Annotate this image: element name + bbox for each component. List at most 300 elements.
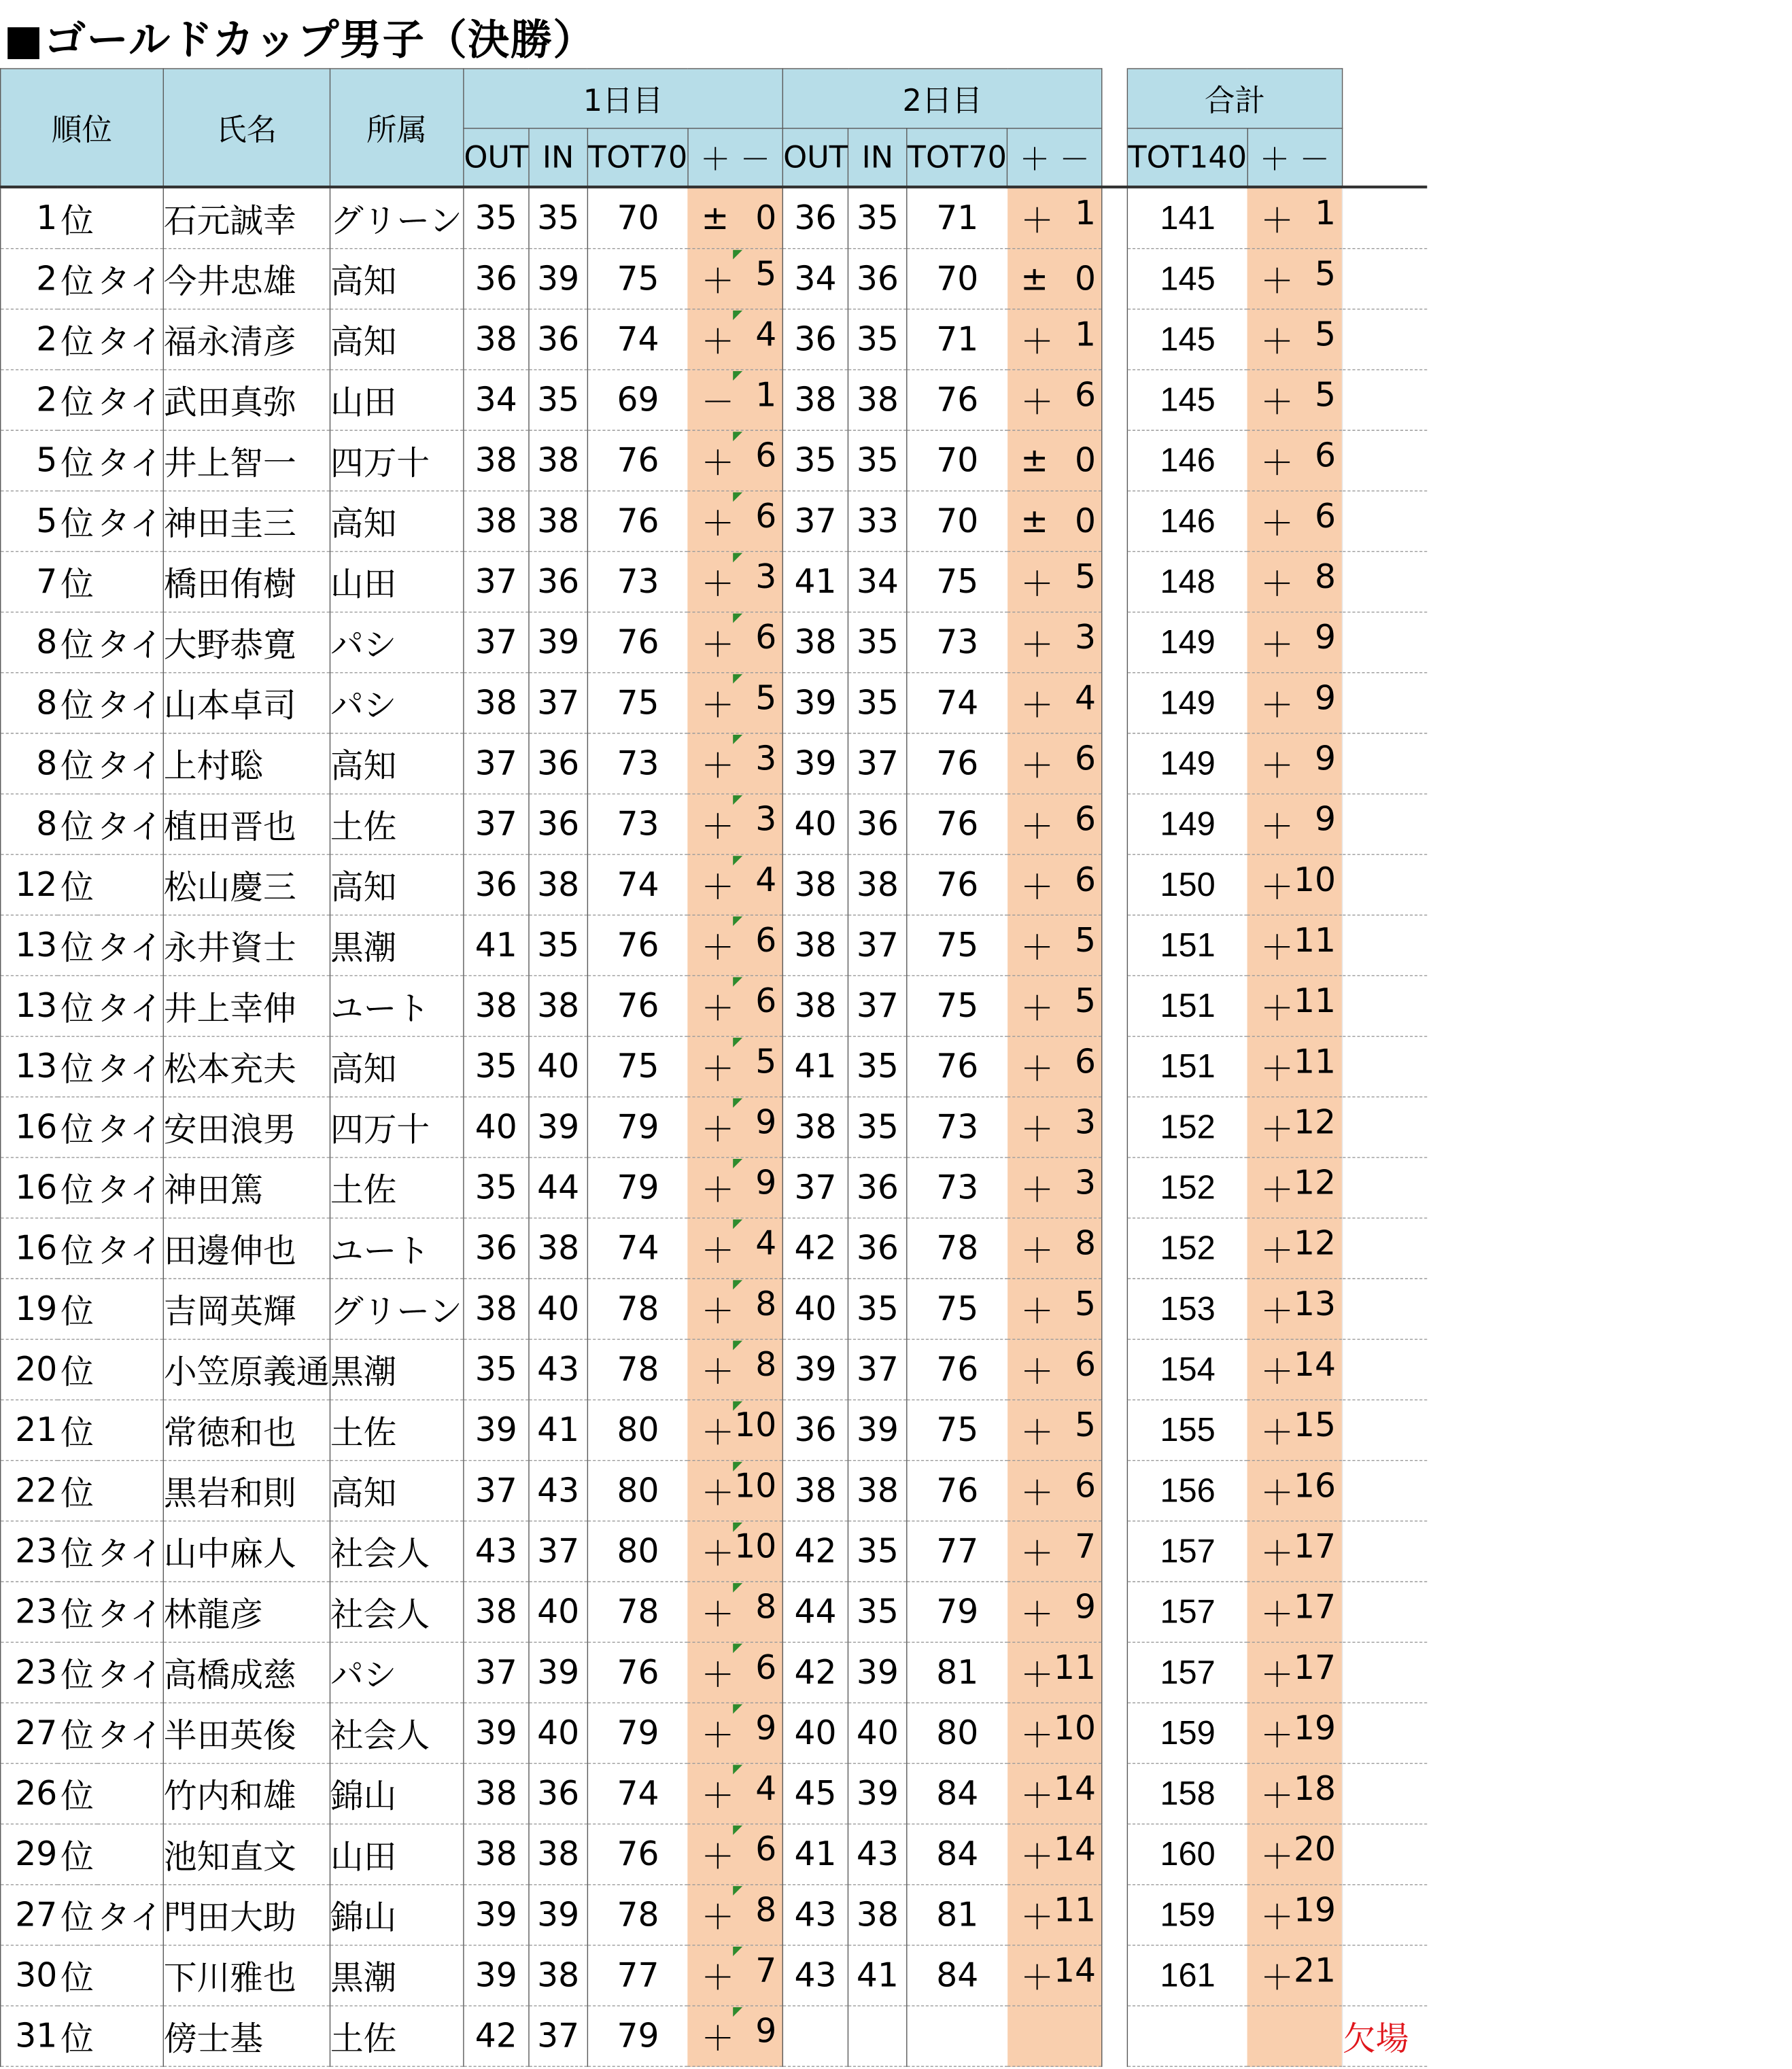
rank-number[interactable]: 8 — [1, 794, 58, 854]
rank-number[interactable]: 13 — [1, 1037, 58, 1097]
d2-in[interactable]: 39 — [848, 1400, 907, 1461]
rank-number[interactable]: 23 — [1, 1582, 58, 1642]
d2-out[interactable]: 37 — [782, 1158, 848, 1218]
d1-out[interactable]: 39 — [464, 1703, 529, 1763]
player-name[interactable]: 神田圭三 — [163, 491, 330, 551]
d2-out[interactable]: 38 — [782, 915, 848, 975]
d1-diff[interactable] — [688, 1037, 782, 1097]
absence-note[interactable] — [1342, 491, 1427, 551]
rank-suffix[interactable]: 位 — [57, 975, 97, 1036]
d1-in[interactable]: 38 — [529, 430, 587, 491]
player-name[interactable]: 田邊伸也 — [163, 1218, 330, 1279]
rank-suffix[interactable]: 位 — [57, 430, 97, 491]
player-club[interactable]: 山田 — [330, 1824, 463, 1885]
absence-note[interactable] — [1342, 1400, 1427, 1461]
total-diff[interactable] — [1247, 1945, 1342, 2006]
d1-diff[interactable] — [688, 1339, 782, 1399]
player-club[interactable]: 高知 — [330, 854, 463, 915]
absence-note[interactable] — [1342, 1703, 1427, 1763]
d2-tot[interactable]: 76 — [907, 370, 1007, 430]
d1-out[interactable]: 37 — [464, 612, 529, 673]
d1-diff[interactable] — [688, 1703, 782, 1763]
d1-diff[interactable] — [688, 1400, 782, 1461]
player-name[interactable]: 池知直文 — [163, 1824, 330, 1885]
player-name[interactable]: 石元誠幸 — [163, 187, 330, 249]
absence-note[interactable] — [1342, 249, 1427, 309]
tie-label[interactable] — [97, 2006, 163, 2066]
player-name[interactable]: 上村聡 — [163, 733, 330, 794]
d2-in[interactable]: 37 — [848, 975, 907, 1036]
rank-suffix[interactable]: 位 — [57, 1945, 97, 2006]
total-score[interactable]: 160 — [1128, 1824, 1247, 1885]
absence-note[interactable] — [1342, 1279, 1427, 1339]
tie-label[interactable]: タイ — [97, 1582, 163, 1642]
d1-tot[interactable]: 73 — [587, 551, 688, 612]
d2-diff[interactable] — [1007, 2006, 1102, 2066]
d1-tot[interactable]: 75 — [587, 1037, 688, 1097]
d2-in[interactable]: 36 — [848, 249, 907, 309]
tie-label[interactable] — [97, 1945, 163, 2006]
tie-label[interactable]: タイ — [97, 491, 163, 551]
total-score[interactable]: 152 — [1128, 1097, 1247, 1158]
d2-out[interactable]: 43 — [782, 1885, 848, 1945]
tie-label[interactable]: タイ — [97, 1097, 163, 1158]
d2-tot[interactable]: 75 — [907, 1400, 1007, 1461]
d2-diff[interactable] — [1007, 915, 1102, 975]
player-club[interactable]: 黒潮 — [330, 1339, 463, 1399]
player-name[interactable]: 福永清彦 — [163, 309, 330, 370]
d2-diff[interactable] — [1007, 1642, 1102, 1703]
rank-suffix[interactable]: 位 — [57, 612, 97, 673]
d2-diff[interactable] — [1007, 1400, 1102, 1461]
player-name[interactable]: 下川雅也 — [163, 1945, 330, 2006]
header-total-pm[interactable]: ＋ － — [1247, 128, 1342, 187]
d1-in[interactable]: 38 — [529, 1945, 587, 2006]
player-club[interactable]: 土佐 — [330, 1400, 463, 1461]
tie-label[interactable] — [97, 1461, 163, 1521]
d2-diff[interactable] — [1007, 430, 1102, 491]
total-diff[interactable] — [1247, 1703, 1342, 1763]
absence-note[interactable] — [1342, 1339, 1427, 1399]
d1-tot[interactable]: 80 — [587, 1521, 688, 1582]
d2-out[interactable]: 36 — [782, 309, 848, 370]
d2-diff[interactable] — [1007, 1097, 1102, 1158]
absence-note[interactable] — [1342, 794, 1427, 854]
tie-label[interactable]: タイ — [97, 794, 163, 854]
total-score[interactable]: 149 — [1128, 733, 1247, 794]
d1-diff[interactable] — [688, 1097, 782, 1158]
player-name[interactable]: 武田真弥 — [163, 370, 330, 430]
tie-label[interactable] — [97, 1279, 163, 1339]
total-diff[interactable] — [1247, 915, 1342, 975]
d2-tot[interactable]: 80 — [907, 1703, 1007, 1763]
d2-out[interactable]: 40 — [782, 1279, 848, 1339]
total-diff[interactable] — [1247, 430, 1342, 491]
total-diff[interactable] — [1247, 491, 1342, 551]
tie-label[interactable]: タイ — [97, 1703, 163, 1763]
absence-note[interactable] — [1342, 733, 1427, 794]
d2-tot[interactable]: 81 — [907, 1642, 1007, 1703]
absence-note[interactable] — [1342, 370, 1427, 430]
player-name[interactable]: 松本充夫 — [163, 1037, 330, 1097]
d2-diff[interactable] — [1007, 1279, 1102, 1339]
rank-number[interactable]: 16 — [1, 1218, 58, 1279]
d2-in[interactable]: 36 — [848, 1218, 907, 1279]
player-name[interactable]: 井上智一 — [163, 430, 330, 491]
total-score[interactable]: 141 — [1128, 187, 1247, 249]
player-club[interactable]: グリーン — [330, 187, 463, 249]
rank-suffix[interactable]: 位 — [57, 673, 97, 733]
d2-tot[interactable]: 73 — [907, 612, 1007, 673]
d1-diff[interactable] — [688, 370, 782, 430]
player-club[interactable]: 錦山 — [330, 1763, 463, 1824]
player-name[interactable]: 橋田侑樹 — [163, 551, 330, 612]
d2-in[interactable]: 35 — [848, 1097, 907, 1158]
player-name[interactable]: 小笠原義通 — [163, 1339, 330, 1399]
d1-diff[interactable] — [688, 1521, 782, 1582]
d1-in[interactable]: 37 — [529, 1521, 587, 1582]
tie-label[interactable] — [97, 1400, 163, 1461]
d2-diff[interactable] — [1007, 975, 1102, 1036]
d1-diff[interactable] — [688, 491, 782, 551]
player-club[interactable]: 高知 — [330, 309, 463, 370]
player-club[interactable]: 四万十 — [330, 1097, 463, 1158]
player-name[interactable]: 吉岡英輝 — [163, 1279, 330, 1339]
d1-out[interactable]: 38 — [464, 1582, 529, 1642]
d1-diff[interactable] — [688, 1824, 782, 1885]
d1-tot[interactable]: 74 — [587, 854, 688, 915]
d1-out[interactable]: 39 — [464, 1945, 529, 2006]
tie-label[interactable]: タイ — [97, 1521, 163, 1582]
total-diff[interactable] — [1247, 1158, 1342, 1218]
rank-number[interactable]: 29 — [1, 1824, 58, 1885]
d1-in[interactable]: 40 — [529, 1037, 587, 1097]
d2-diff[interactable] — [1007, 1763, 1102, 1824]
d2-tot[interactable]: 71 — [907, 309, 1007, 370]
total-diff[interactable] — [1247, 1400, 1342, 1461]
total-diff[interactable] — [1247, 1097, 1342, 1158]
d1-tot[interactable]: 79 — [587, 1703, 688, 1763]
d1-tot[interactable]: 74 — [587, 1218, 688, 1279]
player-club[interactable]: 黒潮 — [330, 1945, 463, 2006]
header-affiliation[interactable]: 所属 — [330, 69, 463, 187]
d1-tot[interactable]: 75 — [587, 249, 688, 309]
player-name[interactable]: 傍士基 — [163, 2006, 330, 2066]
player-club[interactable]: 高知 — [330, 1037, 463, 1097]
d2-tot[interactable]: 73 — [907, 1097, 1007, 1158]
tie-label[interactable]: タイ — [97, 249, 163, 309]
d1-diff[interactable] — [688, 794, 782, 854]
d2-tot[interactable]: 76 — [907, 1037, 1007, 1097]
absence-note[interactable]: 欠場 — [1342, 2006, 1427, 2066]
tie-label[interactable] — [97, 187, 163, 249]
d2-out[interactable]: 44 — [782, 1582, 848, 1642]
absence-note[interactable] — [1342, 551, 1427, 612]
d1-tot[interactable]: 69 — [587, 370, 688, 430]
rank-suffix[interactable]: 位 — [57, 915, 97, 975]
d1-in[interactable]: 44 — [529, 1158, 587, 1218]
d1-diff[interactable] — [688, 1279, 782, 1339]
d1-diff[interactable] — [688, 249, 782, 309]
d2-in[interactable]: 38 — [848, 1461, 907, 1521]
d2-tot[interactable]: 76 — [907, 733, 1007, 794]
tie-label[interactable] — [97, 1763, 163, 1824]
total-score[interactable]: 146 — [1128, 491, 1247, 551]
tie-label[interactable]: タイ — [97, 309, 163, 370]
player-club[interactable]: 社会人 — [330, 1521, 463, 1582]
d1-in[interactable]: 36 — [529, 1763, 587, 1824]
d2-out[interactable]: 42 — [782, 1642, 848, 1703]
player-name[interactable]: 半田英俊 — [163, 1703, 330, 1763]
d1-in[interactable]: 41 — [529, 1400, 587, 1461]
rank-number[interactable]: 22 — [1, 1461, 58, 1521]
rank-suffix[interactable]: 位 — [57, 551, 97, 612]
tie-label[interactable]: タイ — [97, 915, 163, 975]
player-name[interactable]: 松山慶三 — [163, 854, 330, 915]
d1-out[interactable]: 36 — [464, 854, 529, 915]
d1-in[interactable]: 40 — [529, 1279, 587, 1339]
header-d2-pm[interactable]: ＋ － — [1007, 128, 1102, 187]
total-diff[interactable] — [1247, 854, 1342, 915]
header-day2[interactable]: 2日目 — [782, 69, 1102, 128]
player-name[interactable]: 大野恭寛 — [163, 612, 330, 673]
total-score[interactable]: 157 — [1128, 1521, 1247, 1582]
d1-tot[interactable]: 79 — [587, 2006, 688, 2066]
d1-out[interactable]: 36 — [464, 249, 529, 309]
d1-tot[interactable]: 75 — [587, 673, 688, 733]
d1-out[interactable]: 38 — [464, 491, 529, 551]
d1-diff[interactable] — [688, 975, 782, 1036]
d1-tot[interactable]: 74 — [587, 309, 688, 370]
d2-in[interactable]: 38 — [848, 1885, 907, 1945]
tie-label[interactable]: タイ — [97, 1218, 163, 1279]
total-score[interactable]: 145 — [1128, 370, 1247, 430]
d1-in[interactable]: 43 — [529, 1461, 587, 1521]
player-club[interactable]: 高知 — [330, 733, 463, 794]
d1-out[interactable]: 38 — [464, 1824, 529, 1885]
player-name[interactable]: 井上幸伸 — [163, 975, 330, 1036]
d2-diff[interactable] — [1007, 733, 1102, 794]
d2-out[interactable]: 38 — [782, 370, 848, 430]
absence-note[interactable] — [1342, 1218, 1427, 1279]
d2-tot[interactable]: 84 — [907, 1763, 1007, 1824]
d1-out[interactable]: 35 — [464, 187, 529, 249]
rank-number[interactable]: 27 — [1, 1703, 58, 1763]
rank-number[interactable]: 2 — [1, 370, 58, 430]
d1-tot[interactable]: 76 — [587, 612, 688, 673]
d1-tot[interactable]: 76 — [587, 975, 688, 1036]
d2-tot[interactable]: 79 — [907, 1582, 1007, 1642]
d2-out[interactable]: 37 — [782, 491, 848, 551]
d1-out[interactable]: 40 — [464, 1097, 529, 1158]
d2-diff[interactable] — [1007, 1461, 1102, 1521]
player-club[interactable]: 高知 — [330, 1461, 463, 1521]
d1-in[interactable]: 38 — [529, 491, 587, 551]
rank-suffix[interactable]: 位 — [57, 1885, 97, 1945]
total-score[interactable]: 148 — [1128, 551, 1247, 612]
d2-in[interactable]: 40 — [848, 1703, 907, 1763]
d2-diff[interactable] — [1007, 673, 1102, 733]
player-club[interactable]: パシ — [330, 673, 463, 733]
total-diff[interactable] — [1247, 733, 1342, 794]
d2-in[interactable]: 35 — [848, 1521, 907, 1582]
d1-tot[interactable]: 79 — [587, 1097, 688, 1158]
rank-suffix[interactable]: 位 — [57, 1158, 97, 1218]
d2-diff[interactable] — [1007, 309, 1102, 370]
d2-diff[interactable] — [1007, 1582, 1102, 1642]
absence-note[interactable] — [1342, 309, 1427, 370]
d1-out[interactable]: 38 — [464, 1763, 529, 1824]
d1-in[interactable]: 43 — [529, 1339, 587, 1399]
d1-in[interactable]: 35 — [529, 370, 587, 430]
total-diff[interactable] — [1247, 1037, 1342, 1097]
tie-label[interactable] — [97, 551, 163, 612]
d1-diff[interactable] — [688, 733, 782, 794]
absence-note[interactable] — [1342, 673, 1427, 733]
header-d1-tot70[interactable]: TOT70 — [587, 128, 688, 187]
tie-label[interactable]: タイ — [97, 1885, 163, 1945]
player-club[interactable]: 土佐 — [330, 2006, 463, 2066]
d1-in[interactable]: 38 — [529, 975, 587, 1036]
d1-tot[interactable]: 73 — [587, 733, 688, 794]
d2-in[interactable]: 39 — [848, 1763, 907, 1824]
d2-tot[interactable]: 74 — [907, 673, 1007, 733]
total-score[interactable]: 152 — [1128, 1218, 1247, 1279]
d1-diff[interactable] — [688, 1218, 782, 1279]
d2-in[interactable]: 39 — [848, 1642, 907, 1703]
d1-in[interactable]: 38 — [529, 1824, 587, 1885]
total-diff[interactable] — [1247, 794, 1342, 854]
header-d1-out[interactable]: OUT — [464, 128, 529, 187]
absence-note[interactable] — [1342, 1097, 1427, 1158]
rank-suffix[interactable]: 位 — [57, 794, 97, 854]
player-club[interactable]: 土佐 — [330, 1158, 463, 1218]
d2-in[interactable]: 37 — [848, 915, 907, 975]
player-club[interactable]: ユート — [330, 975, 463, 1036]
d1-out[interactable]: 35 — [464, 1037, 529, 1097]
player-club[interactable]: 高知 — [330, 249, 463, 309]
total-score[interactable]: 157 — [1128, 1642, 1247, 1703]
d2-tot[interactable]: 77 — [907, 1521, 1007, 1582]
d2-tot[interactable] — [907, 2006, 1007, 2066]
total-score[interactable]: 161 — [1128, 1945, 1247, 2006]
absence-note[interactable] — [1342, 1158, 1427, 1218]
absence-note[interactable] — [1342, 187, 1427, 249]
d1-in[interactable]: 36 — [529, 551, 587, 612]
d1-in[interactable]: 38 — [529, 854, 587, 915]
total-diff[interactable] — [1247, 612, 1342, 673]
d1-tot[interactable]: 78 — [587, 1582, 688, 1642]
total-score[interactable]: 153 — [1128, 1279, 1247, 1339]
header-day1[interactable]: 1日目 — [464, 69, 783, 128]
d2-tot[interactable]: 76 — [907, 1339, 1007, 1399]
d2-out[interactable]: 41 — [782, 551, 848, 612]
player-name[interactable]: 山本卓司 — [163, 673, 330, 733]
absence-note[interactable] — [1342, 1824, 1427, 1885]
d1-tot[interactable]: 70 — [587, 187, 688, 249]
rank-number[interactable]: 8 — [1, 673, 58, 733]
d2-in[interactable]: 35 — [848, 612, 907, 673]
d1-diff[interactable] — [688, 187, 782, 249]
rank-number[interactable]: 13 — [1, 915, 58, 975]
rank-suffix[interactable]: 位 — [57, 1279, 97, 1339]
d1-diff[interactable] — [688, 430, 782, 491]
player-name[interactable]: 黒岩和則 — [163, 1461, 330, 1521]
rank-number[interactable]: 27 — [1, 1885, 58, 1945]
tie-label[interactable]: タイ — [97, 430, 163, 491]
d1-tot[interactable]: 76 — [587, 491, 688, 551]
player-club[interactable]: パシ — [330, 1642, 463, 1703]
rank-suffix[interactable]: 位 — [57, 187, 97, 249]
player-club[interactable]: 高知 — [330, 491, 463, 551]
absence-note[interactable] — [1342, 854, 1427, 915]
tie-label[interactable] — [97, 1339, 163, 1399]
d1-out[interactable]: 41 — [464, 915, 529, 975]
d2-out[interactable]: 41 — [782, 1037, 848, 1097]
d1-out[interactable]: 37 — [464, 733, 529, 794]
d1-out[interactable]: 38 — [464, 430, 529, 491]
total-score[interactable]: 156 — [1128, 1461, 1247, 1521]
tie-label[interactable] — [97, 1824, 163, 1885]
d2-tot[interactable]: 84 — [907, 1824, 1007, 1885]
total-diff[interactable] — [1247, 249, 1342, 309]
rank-number[interactable]: 23 — [1, 1521, 58, 1582]
tie-label[interactable]: タイ — [97, 370, 163, 430]
rank-number[interactable]: 8 — [1, 612, 58, 673]
header-rank[interactable]: 順位 — [1, 69, 163, 187]
total-diff[interactable] — [1247, 673, 1342, 733]
d1-diff[interactable] — [688, 1582, 782, 1642]
absence-note[interactable] — [1342, 1582, 1427, 1642]
d2-in[interactable]: 38 — [848, 854, 907, 915]
d1-in[interactable]: 39 — [529, 249, 587, 309]
d2-tot[interactable]: 84 — [907, 1945, 1007, 2006]
tie-label[interactable]: タイ — [97, 673, 163, 733]
d2-out[interactable]: 41 — [782, 1824, 848, 1885]
d2-in[interactable]: 35 — [848, 673, 907, 733]
rank-suffix[interactable]: 位 — [57, 249, 97, 309]
d2-diff[interactable] — [1007, 1885, 1102, 1945]
absence-note[interactable] — [1342, 1037, 1427, 1097]
total-score[interactable]: 159 — [1128, 1885, 1247, 1945]
total-diff[interactable] — [1247, 1218, 1342, 1279]
rank-number[interactable]: 31 — [1, 2006, 58, 2066]
d1-out[interactable]: 38 — [464, 673, 529, 733]
d1-in[interactable]: 37 — [529, 673, 587, 733]
d1-diff[interactable] — [688, 854, 782, 915]
tie-label[interactable]: タイ — [97, 1158, 163, 1218]
total-score[interactable]: 145 — [1128, 249, 1247, 309]
d1-in[interactable]: 40 — [529, 1582, 587, 1642]
rank-number[interactable]: 8 — [1, 733, 58, 794]
total-diff[interactable] — [1247, 975, 1342, 1036]
header-d2-in[interactable]: IN — [848, 128, 907, 187]
d2-diff[interactable] — [1007, 1037, 1102, 1097]
rank-suffix[interactable]: 位 — [57, 1218, 97, 1279]
d2-diff[interactable] — [1007, 1824, 1102, 1885]
d1-out[interactable]: 38 — [464, 975, 529, 1036]
d1-out[interactable]: 39 — [464, 1885, 529, 1945]
total-score[interactable]: 145 — [1128, 309, 1247, 370]
d2-out[interactable]: 43 — [782, 1945, 848, 2006]
d2-in[interactable]: 36 — [848, 794, 907, 854]
total-diff[interactable] — [1247, 1885, 1342, 1945]
player-club[interactable]: 社会人 — [330, 1582, 463, 1642]
total-score[interactable]: 157 — [1128, 1582, 1247, 1642]
total-score[interactable]: 151 — [1128, 1037, 1247, 1097]
d2-tot[interactable]: 70 — [907, 430, 1007, 491]
d2-diff[interactable] — [1007, 1218, 1102, 1279]
